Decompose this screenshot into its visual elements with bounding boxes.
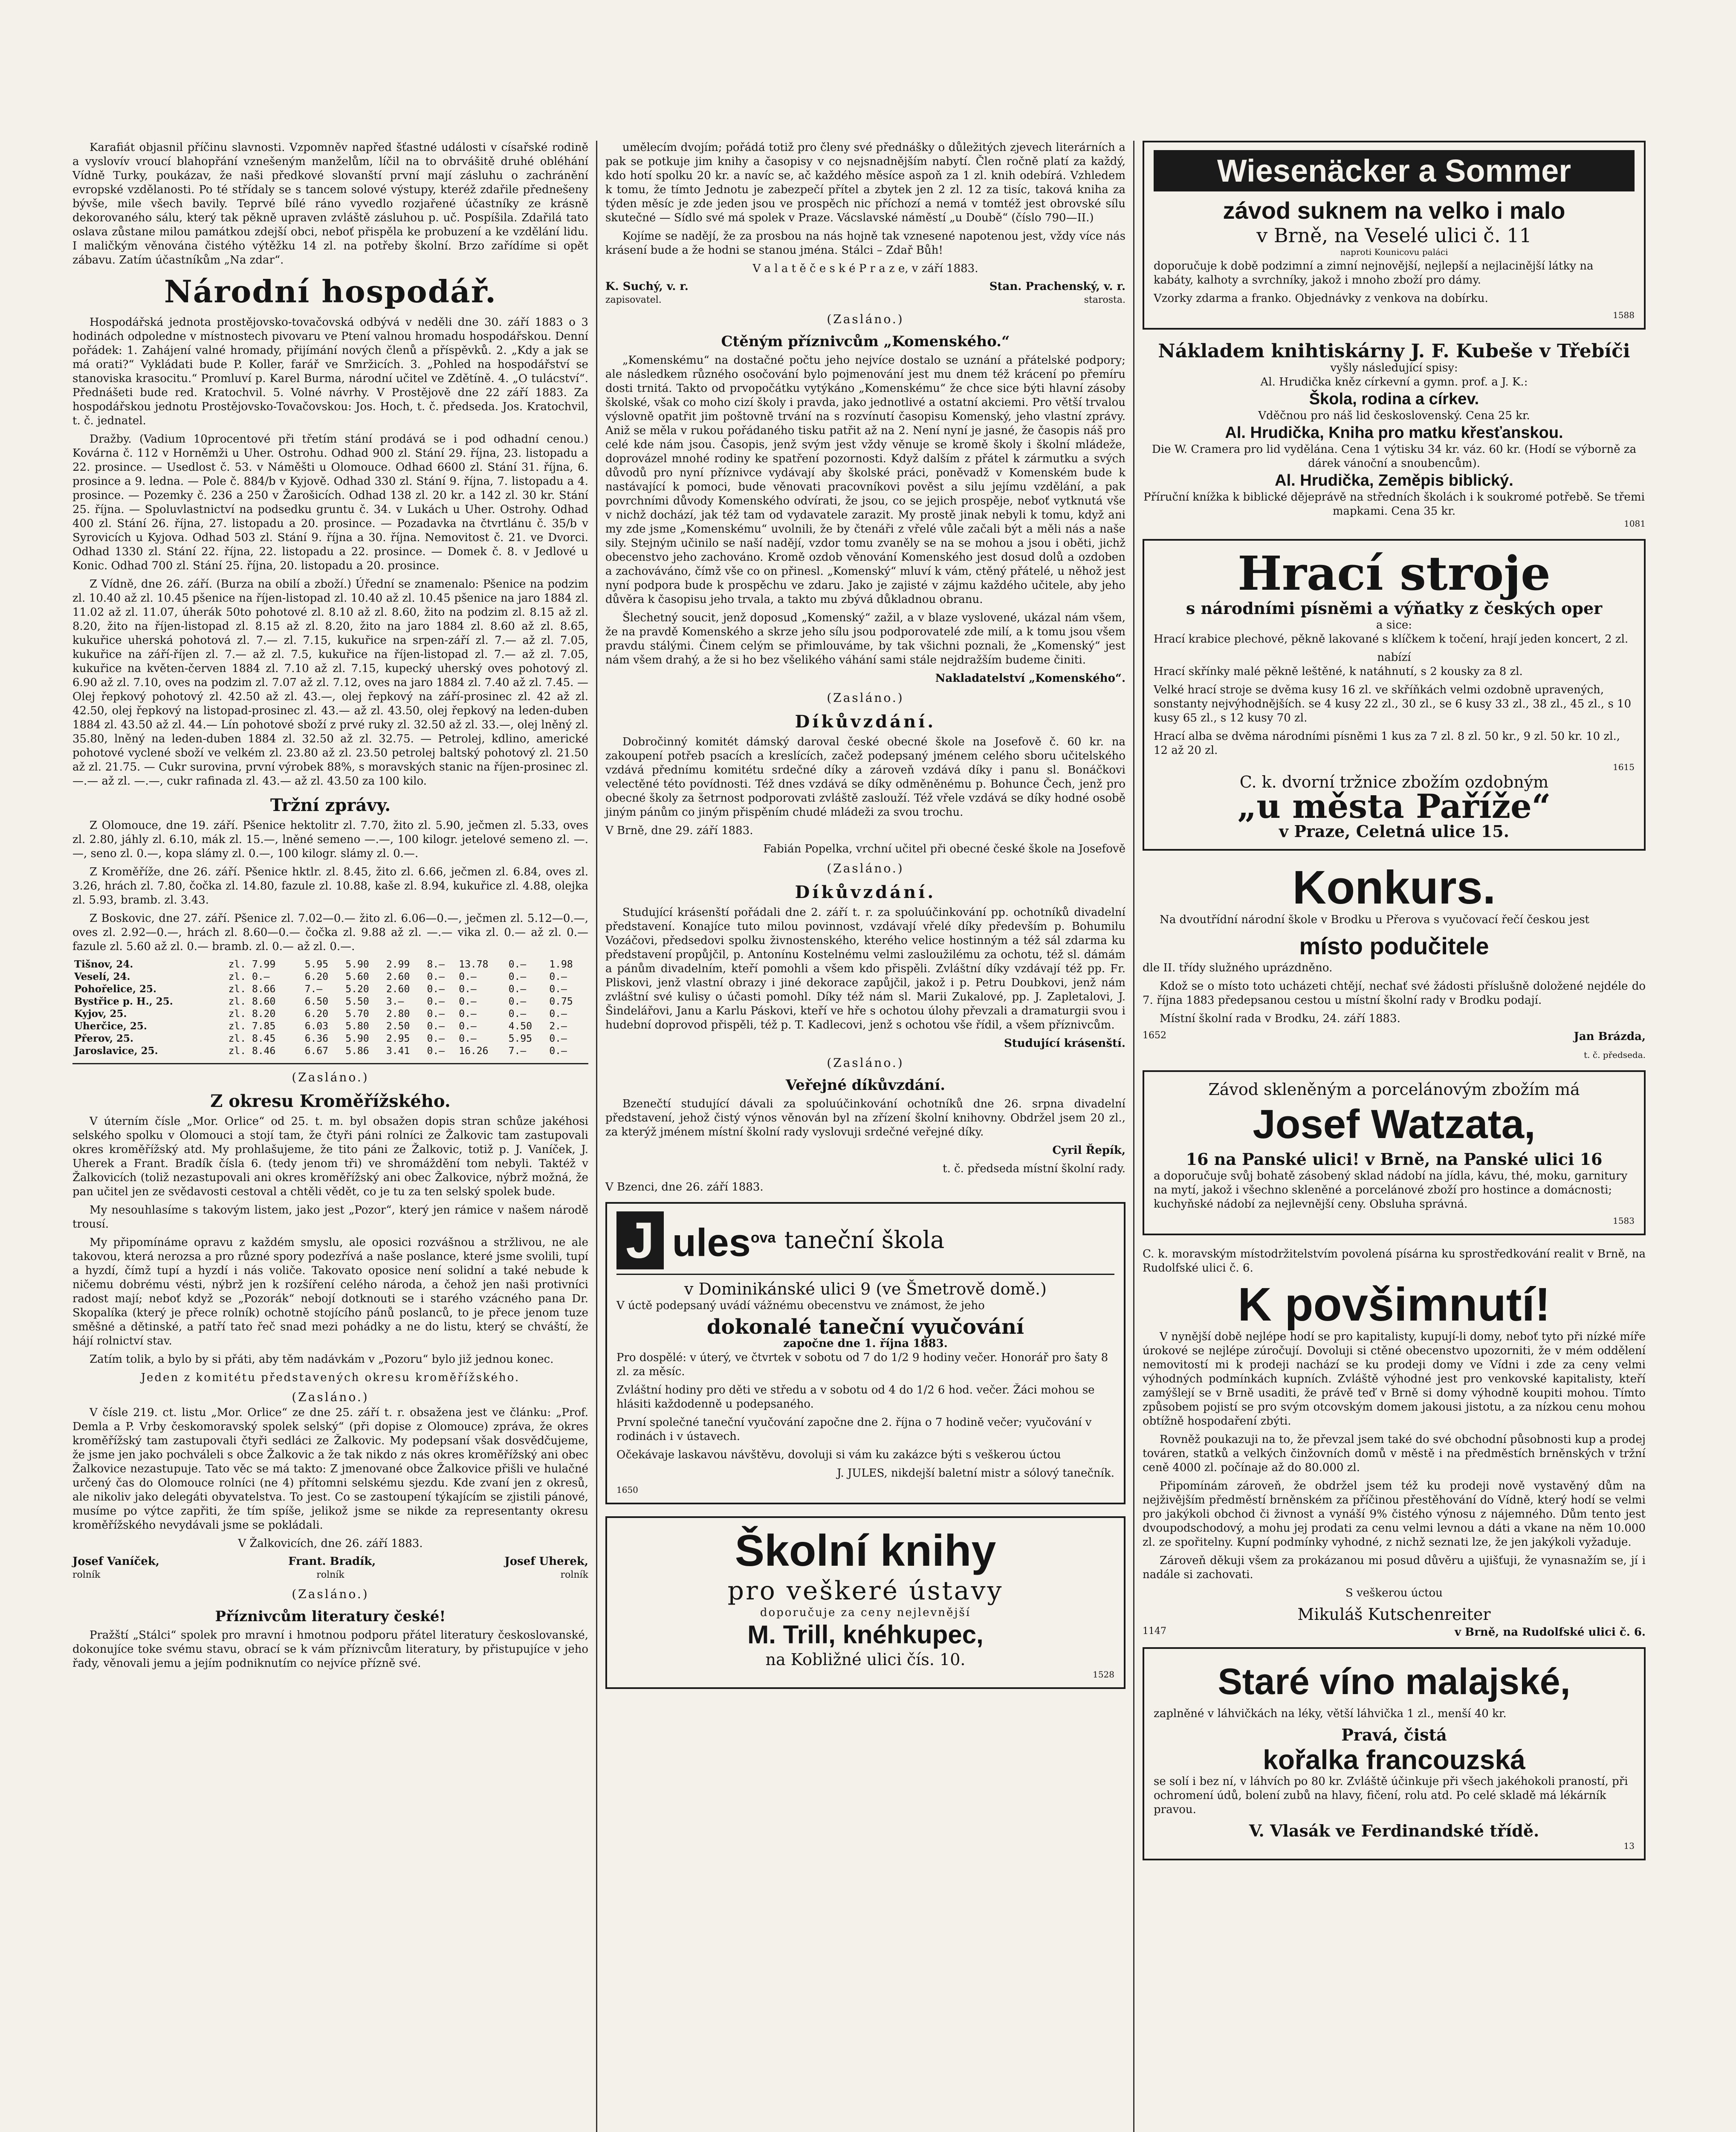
hraci-shop-addr: v Praze, Celetná ulice 15. bbox=[1279, 822, 1509, 841]
skolni-name: M. Trill, knéhkupec, bbox=[747, 1620, 984, 1649]
table-cell: 0.— bbox=[549, 1045, 567, 1057]
jules-signature: J. JULES, nikdejší baletní mistr a sólový tanečník. bbox=[837, 1467, 1114, 1480]
povsimnuti-p1: V nynější době nejlépe hodí se pro kapitalisty, kupují-li domy, neboť tyto při nízké míře úrokové se nejlépe zúročují. Dovoluji si ctěné obecenstvo upozorniti, že v mém oddělení nemovitostí mi k prodeji nachází se ku prodeji domy ve Vídni i zde za ceny velmi výhodných podmínkách kupních. Zvláště výhodné jest pro venkovské kapitalisty, kteří zamýšlejí se v Brně usaditi, že právě teď v Brně si domy výhodně koupiti mohou. Tímto způsobem pojistí se pro svým otcovským domem jakousi jistotu, a za nízkou cenu mohou obtížně hospodaření zbýti. bbox=[1143, 1330, 1646, 1428]
table-row bbox=[72, 958, 588, 970]
jules-address: v Dominikánské ulici 9 (ve Šmetrově domě.) bbox=[684, 1280, 1047, 1298]
table-cell: 2.99 bbox=[386, 959, 410, 970]
konkurs-p3: Kdož se o místo toto ucházeti chtějí, nechať své žádosti příslušně doložené nejdéle do 7. října 1883 předepsanou cestou u místní školní rady v Brodku podají. bbox=[1143, 980, 1646, 1007]
jules-ad bbox=[605, 1202, 1126, 1504]
table-cell: 0.— bbox=[459, 983, 477, 995]
signature-name: Josef Vaníček, bbox=[72, 1555, 159, 1568]
skolni-sub: pro veškeré ústavy bbox=[727, 1576, 1004, 1606]
jules-intro: V úctě podepsaný uvádí vážnému obecenstvu ve známost, že jeho bbox=[616, 1299, 985, 1312]
dikuvzdani-heading: Díkůvzdání. bbox=[795, 712, 936, 732]
hraci-stroje-ad bbox=[1143, 539, 1646, 851]
table-cell: 5.90 bbox=[345, 1033, 369, 1044]
jules-start: započne dne 1. října 1883. bbox=[783, 1337, 948, 1350]
kubes-line: Die W. Cramera pro lid vydělána. Cena 1 výtisku 34 kr. váz. 60 kr. (Hodí se výborně za dárek vánoční a snoubencům). bbox=[1152, 443, 1637, 470]
table-cell: 5.95 bbox=[304, 959, 329, 970]
signature-role: rolník bbox=[316, 1570, 344, 1580]
hraci-sub: s národními písněmi a výňatky z českých oper bbox=[1186, 599, 1603, 618]
konkurs-p2: dle II. třídy služného uprázdněno. bbox=[1143, 962, 1333, 974]
table-cell: 0.— bbox=[508, 996, 527, 1007]
dikuvzdani-paragraph: Dobročinný komitét dámský daroval české obecné škole na Josefově č. 60 kr. na zakoupení potřeb psacích a kreslících, začež podepsaný jménem celého sboru učitelského vzdává přednímu komitétu srdečné díky a zároveň vzdává díky i panu sl. Bonáčkovi velectěné této povídnosti. Též dnes vzdává se díky odměněnému p. Bohunce Čech, jenž pro obecné školy za šetrnost podporovati zvláště zaslouží. Též vřele vzdává se díky hodné osobě jiným pánům co jiným přispěním chudé mládeži za svou trochu. bbox=[605, 736, 1126, 819]
verejne-dikuvzdani-heading: Veřejné díkůvzdání. bbox=[785, 1077, 946, 1094]
vino-p2: se solí i bez ní, v láhvích po 80 kr. Zvláště účinkuje při všech jakéhokoli praností, při ochromení údů, bolení zubů na hlavy, fičení, rolu atd. Po celé skladě má lékárník pravou. bbox=[1154, 1775, 1628, 1816]
table-cell: 0.— bbox=[427, 1033, 445, 1044]
jules-p1: Pro dospělé: v úterý, ve čtvrtek v sobotu od 7 do 1/2 9 hodiny večer. Honorář pro šaty 8 zl. za měsíc. bbox=[616, 1351, 1108, 1378]
verejne-paragraph: Bzenečtí studující dávali za spoluúčinkování ochotníků dne 26. srpna divadelní představení, jehož čistý výnos věnován byl na zřízení školní knihovny. Obdržel jsem 20 zl., za kterýž jménem místní školní rady vyslovuji srdečné veřejné díky. bbox=[605, 1098, 1126, 1138]
komensky-signature: Nakladatelství „Komenského“. bbox=[935, 672, 1126, 685]
table-cell: 0.— bbox=[508, 971, 527, 982]
table-cell: 3.— bbox=[386, 996, 404, 1007]
z1-paragraph-2: My nesouhlasíme s takovým listem, jako jest „Pozor“, který jen rámice v našem národě trousí. bbox=[72, 1204, 588, 1231]
table-cell: zl. 7.85 bbox=[228, 1020, 276, 1032]
z2-signature-roles bbox=[72, 1570, 588, 1580]
table-cell: 13.78 bbox=[459, 959, 489, 970]
hraci-line: nabízí bbox=[1377, 651, 1411, 664]
konkurs-signature bbox=[1143, 1030, 1646, 1043]
z1-paragraph-1: V úterním čísle „Mor. Orlice“ od 25. t. m. byl obsažen dopis stran schůze jakéhosi selského spolku v Olomouci a stojí tam, že čtyři páni rolníci ze Žalkovic tam zastupovali okres kroměřížský atd. My prohlašujeme, že tito páni ze Žalkovic, totiž p. J. Vaníček, J. Uherek a Frant. Bradík čísla 6. (tedy jenom tři) ve shromáždění tom nebyli. Taktéž v Žalkovicích (toliž nezastupovali ani okres kroměřížský ani obec Žalkovice, nýbrž možná, že pan učitel jen ze svědavosti cestoval a chtěli vědět, co je tu za ten selský spolek bude. bbox=[72, 1115, 588, 1198]
table-cell: Bystřice p. H., 25. bbox=[74, 996, 173, 1007]
table-cell: 5.70 bbox=[345, 1008, 369, 1020]
ad-number: 1528 bbox=[1093, 1669, 1114, 1680]
burza-paragraph: Z Vídně, dne 26. září. (Burza na obilí a zboží.) Úřední se znamenalo: Pšenice na podzim zl. 10.40 až zl. 10.45 pšenice na říjen-listopad zl. 10.40 až zl. 10.45 pšenice na jaro 1884 zl. 11.02 až zl. 11.07, úherák 50to pohotové zl. 8.10 až zl. 8.60, žito na podzim zl. 8.15 až zl. 8.20, žito na říjen-listopad zl. 8.15 až zl. 8.20, žito na jaro 1884 zl. 8.60 až zl. 8.65, kukuřice uherská pohotová zl. 7.— zl. 7.15, kukuřice na srpen-září zl. 7.— až zl. 7.05, kukuřice na září-říjen zl. 7.— až zl. 7.5, kukuřice na říjen-listopad zl. 7.— až zl. 7.05, kukuřice na květen-červen 1884 zl. 7.10 až zl. 7.15, kupecký uherský oves pohotový zl. 6.90 až zl. 7.10, oves na podzim zl. 7.07 až zl. 7.12, oves na jaro 1884 zl. 7.40 až zl. 7.45. — Olej řepkový pohotový zl. 42.50 až zl. 43.—, olej řepkový na září-prosinec zl. 42 až zl. 42.50, olej řepkový na listopad-prosinec zl. 43.— až zl. 43.50, olej řepkový na leden-duben 1884 zl. 43.50 až zl. 44.— Lín pohotové sboží z prvé ruky zl. 32.50 až zl. 33.—, olej lněný zl. 35.80, lněný na leden-duben 1884 zl. 32.50 až zl. 32.75. — Petrolej, kdlino, americké pohotové vyclené sboží ve velkém zl. 23.80 až zl. 23.50 petrolej baltský pohotový zl. 21.50 až zl. 21.75. — Cukr surovina, první výrobek 88%, s moravských stanic na říjen-prosinec zl. —.— až zl. —.—, cukr rafinada zl. 43.— až zl. 43.50 za 100 kilo. bbox=[72, 578, 588, 788]
vino-big: kořalka francouzská bbox=[1263, 1744, 1525, 1775]
table-row bbox=[72, 1032, 588, 1045]
z1-paragraph-4: Zatím tolik, a bylo by si přáti, aby těm nadávkám v „Pozoru“ bylo již jednou konec. bbox=[90, 1353, 554, 1366]
vino-sign: V. Vlasák ve Ferdinandské třídě. bbox=[1249, 1821, 1539, 1840]
jules-name-suffix: ova bbox=[750, 1230, 776, 1246]
povsimnuti-intro: C. k. moravským místodržitelstvím povolená písárna ku sprostředkování realit v Brně, na Rudolfské ulici č. 6. bbox=[1143, 1248, 1646, 1275]
table-cell: 0.— bbox=[427, 1045, 445, 1057]
kromeriz-paragraph: Z Kroměříže, dne 26. září. Pšenice hktlr. zl. 8.45, žito zl. 6.66, ječmen zl. 6.84, oves zl. 3.26, hrách zl. 7.80, čočka zl. 14.80, fazule zl. 10.88, kaše zl. 8.94, kukuřice zl. 4.88, olejka zl. 5.93, bramb. zl. 3.43. bbox=[72, 866, 588, 907]
watzata-addr: 16 na Panské ulici! v Brně, na Panské ulici 16 bbox=[1186, 1150, 1603, 1169]
table-cell: 6.36 bbox=[304, 1033, 329, 1044]
hraci-item: Hrací alba se dvěma národními písněmi 1 kus za 7 zl. 8 zl. 50 kr., 9 zl. 50 kr. 10 zl., 12 až 20 zl. bbox=[1154, 730, 1620, 757]
table-cell: 6.67 bbox=[304, 1045, 329, 1057]
vino-ad bbox=[1143, 1647, 1646, 1860]
ad-number: 1652 bbox=[1143, 1030, 1166, 1041]
table-cell: 0.— bbox=[549, 983, 567, 995]
watzata-paragraph: a doporučuje svůj bohatě zásobený sklad nádobí na jídla, kávu, thé, moku, garnitury na mytí, jakož i všechno skleněné a porcelánové zboží pro hostince a domácnosti; kuchyňské nádobí za nejlevnější ceny. Obsluha správná. bbox=[1154, 1170, 1628, 1211]
povsimnuti-p2: Rovněž poukazuji na to, že převzal jsem také do své obchodní působnosti kup a prodej továren, statků a velkých činžovních domů v městě i na předměstích brněnských v tržní ceně 4000 zl. počínaje až do 80.000 zl. bbox=[1143, 1433, 1646, 1474]
table-cell: Veselí, 24. bbox=[74, 971, 130, 982]
kubes-sub: vyšly následující spisy: bbox=[1330, 362, 1458, 374]
ad-number: 1147 bbox=[1143, 1626, 1166, 1637]
wiesen-paragraph-2: Vzorky zdarma a franko. Objednávky z venkova na dobírku. bbox=[1154, 292, 1488, 305]
ad-number: 1650 bbox=[616, 1485, 638, 1495]
hraci-shop: C. k. dvorní tržnice zbožím ozdobným bbox=[1239, 773, 1549, 791]
table-row bbox=[72, 995, 588, 1008]
table-cell: 0.— bbox=[427, 971, 445, 982]
vino-p1: zaplněné v láhvičkách na léky, větší láhvička 1 zl., menší 40 kr. bbox=[1154, 1707, 1507, 1720]
table-cell: 0.— bbox=[427, 983, 445, 995]
olomouc-paragraph: Z Olomouce, dne 19. září. Pšenice hektolitr zl. 7.70, žito zl. 5.90, ječmen zl. 5.33, oves zl. 2.80, jáhly zl. 6.10, mák zl. 15.—, lněné semeno —.—, 100 kilogr. jetelové semeno zl. —.—, seno zl. 0.—, kopa slámy zl. 0.—, 100 kilogr. slámy zl. 0.—. bbox=[72, 819, 588, 860]
verejne-signature-role: t. č. předseda místní školní rady. bbox=[943, 1162, 1126, 1175]
signature-name: Frant. Bradík, bbox=[288, 1555, 376, 1568]
table-cell: 0.75 bbox=[549, 996, 573, 1007]
kubes-line: Příruční knížka k biblické dějeprávě na středních školách i k soukromé potřebě. Se třemi mapkami. Cena 35 kr. bbox=[1143, 491, 1645, 518]
stalci-paragraph: umělecím dvojím; pořádá totiž pro členy své přednášky o důležitých zjevech literárních a pak se potkuje jim knihy a časopisy v co nejsnadnějším nabytí. Člen ročně platí za každý, kdo hotí spolku 20 kr. a navíc se, ač každého měsíce aspoň za 1 zl. knih odebírá. Vzhledem k tomu, že tímto Jednotu je zabezpečí přítel a zbytek jen 2 zl. 12 za tisíc, taková kniha za týden měsíc je zde jeden jsou ve prospěch nic příchozí a nemá v tomtéž jest obrovské sílu skutečné — Sídlo své má spolek v Praze. Vácslavské náměstí „u Doubě“ (číslo 790—II.) bbox=[605, 141, 1126, 224]
z3-paragraph: Pražští „Stálci“ spolek pro mravní i hmotnou podporu přátel literatury českoslovanské, dokonujíce toke svému stavu, obrací se k vám příznivcům literatury, by přistupujíce v jeho řady, věnovali jemu a jejím podniknutím co nejvíce přízně své. bbox=[72, 1629, 588, 1670]
table-cell: 5.95 bbox=[508, 1033, 532, 1044]
table-cell: 6.50 bbox=[304, 996, 329, 1007]
stalci-paragraph-2: Kojíme se nadějí, že za prosbou na nás hojně tak vznesené napotenou jest, vždy více nás krásení bude a že hodni se stanou jména. Stálci – Zdař Bůh! bbox=[605, 230, 1126, 257]
table-cell: zl. 7.99 bbox=[228, 959, 276, 970]
komensky-heading: Ctěným příznivcům „Komenského.“ bbox=[721, 333, 1010, 350]
ad-number: 13 bbox=[1623, 1841, 1635, 1851]
hraci-shop-name: „u města Paříže“ bbox=[1237, 787, 1551, 826]
z1-signature: Jeden z komitétu představených okresu kroměřížského. bbox=[141, 1371, 520, 1384]
kubes-book: Al. Hrudička, Zeměpis biblický. bbox=[1275, 472, 1513, 490]
konkurs-title: Konkurs. bbox=[1292, 861, 1496, 914]
table-cell: 16.26 bbox=[459, 1045, 489, 1057]
komensky-paragraph-2: Šlechetný soucit, jenž doposud „Komenský“ zažil, a v blaze vyslovené, ukázal nám všem, že na pravdě Komenského a skrze jeho sílu jsou podporovatelé zde milí, a k tomu jsou všem pravdu stálými. Činem celým se přimlouváme, by tak všichni poznali, že „Komenský“ jest nám všem drahý, a že si ho bez všelikého váhání sami stále nejdražším budeme činiti. bbox=[605, 611, 1126, 666]
boskovice-paragraph: Z Boskovic, dne 27. září. Pšenice zl. 7.02—0.— žito zl. 6.06—0.—, ječmen zl. 5.12—0.—, oves zl. 2.92—0.—, hrách zl. 8.60—0.— čočka zl. 9.88 až zl. —.— vika zl. 0.— až zl. 0.— fazule zl. 5.60 až zl. 0.— bramb. zl. 0.— až zl. 0.—. bbox=[72, 912, 588, 953]
jules-p3: První společné taneční vyučování započne dne 2. října o 7 hodině večer; vyučování v rodinách i v ústavech. bbox=[616, 1416, 1092, 1443]
povsimnuti-title: K povšimnutí! bbox=[1238, 1278, 1551, 1331]
column-2 bbox=[605, 141, 1126, 1701]
z3-heading: Příznivcům literatury české! bbox=[215, 1608, 446, 1625]
table-cell: zl. 8.46 bbox=[228, 1045, 276, 1057]
table-cell: 0.— bbox=[459, 971, 477, 982]
kubes-ad bbox=[1143, 342, 1646, 529]
zaslano-label: (Zasláno.) bbox=[827, 861, 904, 875]
table-cell: 7.— bbox=[508, 1045, 527, 1057]
signature-name: Jan Brázda, bbox=[1574, 1030, 1646, 1043]
signature-name: K. Suchý, v. r. bbox=[605, 280, 689, 293]
stalci-signatures bbox=[605, 280, 1126, 293]
komensky-paragraph: „Komenskému“ na dostačné počtu jeho nejvíce dostalo se uznání a přátelské podpory; ale následkem různého osočování bylo pojmenování jest mu dnem též krácení po přemíru dosti trnitá. Takto od prvopočátku vytýkáno „Komenskému“ že chce sice býti hlavní zásoby školské, však co moho cizí školy i pravda, jako jednotlivé a ostatní akciemi. Pro větší trvalou výslovně opatřit jim poštovně trvání na s rozvínutí časopisu Komenský, jeho vlastní zprávy. Aniž se měla v rukou pořádaného tisku patřit až na 2. Není nyní je jasné, že časopis náš pro celé kde nám jsou. Časopis, jenž svým jest vždy věnuje se kromě školy i školní mládeže, doprovázel mnohé rodiny ke spatření pozornosti. Když dalším z přátel k zármutku a svých důvodů pro nyní příznivce vydávají aby školské práci, poněvadž v Komenském bude k nastávající k pomoci, bude věnovati pracovníkovi pověst a silu jejímu vzdělání, a pak povrchními důvody Komenského odvírati, že jsou, co se jejich prospěje, neboť vytknutá vše v nichž dochází, jak též tam od vydavatele zarazit. My prostě jinak nebyli k tomu, když ani my zde jsme „Komenskému“ uvolnili, že by čtenáři z vřelé vůle začali být a měli nás a naše sily. Stejným učinilo se naší nadějí, vzdor tomu zvaněly se na se mohou a jsou i oběti, jichž obecenstvo jeho zachováno. Kromě ozdob věnování Komenského jest dosud dolů a ozdoben a zachováváno, čímž vše co on přinesl. „Komenský“ mluví k vám, ctěný přátelé, u něhož jest nyní podpora bude k prospěchu ve zdaru. Jako je zajisté v zájmu každého učitele, aby jeho důvěra k časopisu jeho trvala, a takto mu zbývá důkladnou obranu. bbox=[605, 354, 1126, 606]
povsimnuti-p5: S veškerou úctou bbox=[1345, 1587, 1443, 1599]
table-cell: 2.50 bbox=[386, 1020, 410, 1032]
table-row bbox=[72, 983, 588, 995]
skolni-rec: doporučuje za ceny nejlevnější bbox=[760, 1606, 971, 1619]
konkurs-p4: Místní školní rada v Brodku, 24. září 1883. bbox=[1160, 1012, 1400, 1025]
jules-title: taneční škola bbox=[784, 1226, 945, 1254]
column-divider bbox=[1133, 141, 1134, 2132]
dikuvzdani-signature-2: Studující krásenští. bbox=[1004, 1037, 1126, 1050]
kubes-book: Al. Hrudička, Kniha pro matku křesťanskou. bbox=[1225, 424, 1563, 442]
jules-header bbox=[616, 1211, 1114, 1275]
z2-date: V Žalkovicích, dne 26. září 1883. bbox=[238, 1537, 423, 1550]
signature-role: rolník bbox=[72, 1570, 101, 1580]
z2-paragraph: V čísle 219. ct. listu „Mor. Orlice“ ze dne 25. září t. r. obsažena jest ve článku: „Prof. Demla a P. Vrby českomoravský spolek selský“ (při dopise z Olomouce) zpráva, že okres kroměřížský tam zastupovali čtyři sedláci ze Žalkovic. My podepsaní však dosvědčujeme, že jsme jen jako pochváleli s obce Žalkovic a že tak nikdo z nás okres kroměřížský ani obec Žalkovice nezastupuje. Tato věc se má takto: Z jmenované obce Žalkovice přišli ve hulačné určený čas do Olomouce rolníci (ne 4) přítomni selskému sjezdu. Kde zvaní jen z okresů, ale nikoliv jako delegáti obyvatelstva. To jest. Co se zastoupení týkajícím se zjistili pánové, musíme po výtce zapřiti, že tím spíše, jelikož jsme se nikde za representanty okresu kroměřížského nevydávali jsme se pokládali. bbox=[72, 1406, 588, 1532]
povsimnuti-p3: Připomínám zároveň, že obdržel jsem též ku prodeji nově vystavěný dům na nejživějším předměstí brněnském za příčinou přestěhování do Vídně, který hodí se velmi pro jakýkoli obchod či živnost a vynáší 9% čistého výnosu z nájemného. Dům tento jest dvoupodschodový, a mohu jej prodati za cenu velmi levnou a dáti a vkane na něm 10.000 zl. ze spořitelny. Kupní podmínky vyhodné, z nichž seznati lze, že jen jakýkoli vyžaduje. bbox=[1143, 1480, 1646, 1549]
kubes-line: Vděčnou pro náš lid československý. Cena 25 kr. bbox=[1258, 409, 1530, 422]
table-cell: 6.03 bbox=[304, 1020, 329, 1032]
divider bbox=[72, 1063, 588, 1064]
zaslano-label: (Zasláno.) bbox=[292, 1587, 369, 1601]
table-cell: 0.— bbox=[549, 971, 567, 982]
z-okresu-heading: Z okresu Kroměřížského. bbox=[210, 1091, 451, 1111]
table-cell: Uherčice, 25. bbox=[74, 1020, 147, 1032]
zaslano-label: (Zasláno.) bbox=[292, 1390, 369, 1404]
hraci-item: Velké hrací stroje se dvěma kusy 16 zl. ve skříňkách velmi ozdobně upravených, sonstanty nejvýhodnějších. se 4 kusy 22 zl., 30 zl., se 6 kusy 33 zl., 38 zl., 45 zl., s 10 kusy 65 zl., s 12 kusy 70 zl. bbox=[1154, 684, 1632, 724]
zaslano-label: (Zasláno.) bbox=[827, 1056, 904, 1070]
table-cell: zl. 8.20 bbox=[228, 1008, 276, 1020]
table-cell: 3.41 bbox=[386, 1045, 410, 1057]
signature-name: Stan. Prachenský, v. r. bbox=[989, 280, 1126, 293]
signature-role: t. č. předseda. bbox=[1584, 1050, 1646, 1060]
table-cell: Pohořelice, 25. bbox=[74, 983, 156, 995]
wiesen-line1: závod suknem na velko i malo bbox=[1223, 197, 1565, 224]
skolni-addr: na Kobližné ulici čís. 10. bbox=[765, 1650, 966, 1669]
table-cell: zl. 8.45 bbox=[228, 1033, 276, 1044]
table-cell: 0.— bbox=[459, 1020, 477, 1032]
povsimnuti-sign: Mikuláš Kutschenreiter bbox=[1297, 1605, 1491, 1624]
table-cell: 2.80 bbox=[386, 1008, 410, 1020]
konkurs-ad bbox=[1143, 863, 1646, 1060]
column-divider bbox=[596, 141, 597, 2132]
table-cell: 2.— bbox=[549, 1020, 567, 1032]
povsimnuti-p4: Zároveň děkuji všem za prokázanou mi posud důvěru a ujišťuji, že vynasnažím se, jí i nadále si zachovati. bbox=[1143, 1554, 1646, 1581]
table-cell: zl. 0.— bbox=[228, 971, 270, 982]
table-cell: Kyjov, 25. bbox=[74, 1008, 127, 1020]
table-row bbox=[72, 1008, 588, 1020]
signature-role: zapisovatel. bbox=[605, 295, 662, 305]
table-cell: 2.60 bbox=[386, 983, 410, 995]
kubes-line: Al. Hrudička kněz církevní a gymn. prof. a J. K.: bbox=[1260, 376, 1528, 388]
table-cell: 0.— bbox=[549, 1033, 567, 1044]
verejne-date: V Bzenci, dne 26. září 1883. bbox=[605, 1181, 764, 1193]
vino-mid: Pravá, čistá bbox=[1341, 1725, 1447, 1744]
konkurs-mid: místo podučitele bbox=[1299, 933, 1489, 959]
table-cell: 6.20 bbox=[304, 1008, 329, 1020]
ad-number: 1588 bbox=[1613, 310, 1635, 320]
wiesen-small: naproti Kounicovu paláci bbox=[1340, 247, 1448, 257]
wiesen-line2: v Brně, na Veselé ulici č. 11 bbox=[1256, 224, 1532, 247]
table-row bbox=[72, 970, 588, 983]
hraci-title: Hrací stroje bbox=[1237, 546, 1551, 601]
dikuvzdani-heading-2: Díkůvzdání. bbox=[795, 882, 936, 902]
verejne-signature: Cyril Řepík, bbox=[1052, 1144, 1126, 1157]
z2-signatures bbox=[72, 1555, 588, 1568]
table-cell: 0.— bbox=[508, 983, 527, 995]
table-cell: 0.— bbox=[549, 1008, 567, 1020]
ad-number: 1081 bbox=[1624, 519, 1646, 529]
wiesenacker-ad bbox=[1143, 141, 1646, 330]
ad-number: 1583 bbox=[1613, 1216, 1635, 1226]
section-heading-narodni-hospodar: Národní hospodář. bbox=[164, 273, 497, 310]
povsimnuti-ad bbox=[1143, 1247, 1646, 1639]
table-cell: 5.86 bbox=[345, 1045, 369, 1057]
jules-name: ules bbox=[672, 1221, 751, 1265]
hraci-item: Hrací krabice plechové, pěkně lakované s klíčkem k točení, hrají jeden koncert, 2 zl. bbox=[1154, 633, 1629, 646]
dikuvzdani-signature: Fabián Popelka, vrchní učitel při obecné české škole na Josefově bbox=[763, 843, 1126, 855]
signature-role: starosta. bbox=[1084, 295, 1126, 305]
signature-role: rolník bbox=[560, 1570, 588, 1580]
zaslano-label: (Zasláno.) bbox=[827, 691, 904, 705]
dikuvzdani-date: V Brně, dne 29. září 1883. bbox=[605, 824, 753, 837]
table-cell: 0.— bbox=[508, 1008, 527, 1020]
intro-paragraph: Karafiát objasnil příčinu slavnosti. Vzpomněv napřed šťastné události v císařské rodině a vyslovív vroucí blahopřání vznešeným manželům, líčil na to obrvášitě druhé obléhání Vídně Turky, poukázav, že naši předkové slovanští první mají zásluhu o zachránění evropské vzdělanosti. Po té střídaly se s tancem solové výstupy, kteréž zdařile přednešeny bývše, mile všech bavily. Teprvé bílé ráno vyvedlo rozjařené účastníky ze krásně dekorovaného sálu, který tak pěkně upraven zvláště zásluhou p. uč. Pospíšila. Zdařilá tato oslava zůstane milou památkou zdejší obci, neboť přispěla ke probuzení a ke vzdělání lidu. I maličkým věnována čistého výtěžku 14 zl. na potřeby školní. Brzo zařídíme si opět zábavu. Zatím účastníkům „Na zdar“. bbox=[72, 141, 588, 266]
table-cell: 4.50 bbox=[508, 1020, 532, 1032]
trzni-zpravy-heading: Tržní zprávy. bbox=[270, 795, 391, 815]
vino-title: Staré víno malajské, bbox=[1218, 1661, 1571, 1702]
table-cell: zl. 8.66 bbox=[228, 983, 276, 995]
table-cell: 5.50 bbox=[345, 996, 369, 1007]
povsimnuti-addr: v Brně, na Rudolfské ulici č. 6. bbox=[1454, 1626, 1646, 1639]
z1-paragraph-3: My připomínáme opravu z každém smyslu, ale oposici rozvášnou a stržlivou, ne ale takovou, která nerozsa a pro různé spory podezřívá a naše poslance, které jsme svolili, tupí a hyzdí, čímž tupí a hyzdí i nás voliče. Takovato oposice není solidní a také nebude k ničemu dobrému vésti, nýbrž jen k rozšíření celého národa, a čehož jen naši protivníci radost mají; neboť když se „Pozorák“ nebojí dotknouti se i starého vzácného pana Dr. Skopalíka (který je přece rolník) ochotně stojícího pánů poslanců, to je přece jenom tuze směšné a dětinské, a patří tato řeč snad mezi pohádky a ne do listu, který se chváští, že hájí rolnictví stav. bbox=[72, 1236, 588, 1347]
table-cell: Tišnov, 24. bbox=[74, 959, 133, 970]
signature-name: Josef Uherek, bbox=[504, 1555, 588, 1568]
table-cell: 0.— bbox=[508, 959, 527, 970]
watzata-ad bbox=[1143, 1070, 1646, 1235]
jules-logo-letter: J bbox=[616, 1211, 664, 1269]
table-cell: 0.— bbox=[427, 1008, 445, 1020]
kubes-title: Nákladem knihtiskárny J. F. Kubeše v Třebíči bbox=[1158, 340, 1630, 362]
jednota-paragraph: Hospodářská jednota prostějovsko-tovačovská odbývá v neděli dne 30. září 1883 o 3 hodinách odpoledne v místnostech pivovaru ve Ptení valnou hromadu hospodářskou. Denní pořádek: 1. Zahájení valné hromady, přijímání nových členů a příspěvků. 2. „Kdy a jak se má orati?“ Vykládati bude P. Koller, farář ve Smržicích. 3. „Pohled na hospodářství se stanoviska krasocitu.“ Promluví p. Karel Burma, národní učitel ve Zdětíně. 4. „O tulácství“. Přednášeti bude red. Kratochvil. 5. Volné návrhy. V Prostějově dne 22 září 1883. Za hospodářskou jednotu Prostějovsko-Tovačovskou: Jos. Hoch, t. č. předseda. Jos. Kratochvil, t. č. jednatel. bbox=[72, 316, 588, 427]
stalci-signature-roles bbox=[605, 295, 1126, 305]
table-cell: 0.— bbox=[427, 1020, 445, 1032]
stalci-place: V a l a t ě č e s k é P r a z e, v září 1883. bbox=[752, 262, 978, 275]
table-cell: 6.20 bbox=[304, 971, 329, 982]
wiesen-paragraph: doporučuje k době podzimní a zimní nejnovější, nejlepší a nejlacinější látky na kabáty, kalhoty a svrchníky, jakož i mnoho zboží pro dámy. bbox=[1154, 260, 1594, 287]
table-row bbox=[72, 1020, 588, 1032]
table-cell: 5.60 bbox=[345, 971, 369, 982]
jules-p2: Zvláštní hodiny pro děti ve středu a v sobotu od 4 do 1/2 6 hod. večer. Žáci mohou se hlásiti každodenně u podepsaného. bbox=[616, 1384, 1095, 1411]
table-row bbox=[72, 1045, 588, 1057]
table-cell: zl. 8.60 bbox=[228, 996, 276, 1007]
hraci-item: Hrací skřínky malé pěkně leštěné, k natáhnutí, s 2 kousky za 8 zl. bbox=[1154, 665, 1523, 678]
povsimnuti-footer bbox=[1143, 1626, 1646, 1639]
table-cell: 8.— bbox=[427, 959, 445, 970]
table-cell: 0.— bbox=[459, 1008, 477, 1020]
table-cell: 2.60 bbox=[386, 971, 410, 982]
table-cell: 5.20 bbox=[345, 983, 369, 995]
table-cell: 0.— bbox=[427, 996, 445, 1007]
watzata-name: Josef Watzata, bbox=[1253, 1101, 1536, 1147]
skolni-knihy-ad bbox=[605, 1516, 1126, 1689]
table-cell: 7.— bbox=[304, 983, 323, 995]
hraci-line: a sice: bbox=[1376, 619, 1412, 631]
table-cell: 1.98 bbox=[549, 959, 573, 970]
table-cell: 5.80 bbox=[345, 1020, 369, 1032]
column-1 bbox=[72, 141, 588, 1675]
zaslano-label: (Zasláno.) bbox=[827, 312, 904, 326]
table-cell: Přerov, 25. bbox=[74, 1033, 134, 1044]
table-cell: 2.95 bbox=[386, 1033, 410, 1044]
jules-head: dokonalé taneční vyučování bbox=[706, 1315, 1024, 1339]
jules-p4: Očekávaje laskavou návštěvu, dovoluji si vám ku zakázce býti s veškerou úctou bbox=[616, 1448, 1061, 1461]
market-prices-table bbox=[72, 958, 588, 1057]
table-cell: 0.— bbox=[459, 1033, 477, 1044]
column-3 bbox=[1143, 141, 1646, 1872]
wiesen-title: Wiesenäcker a Sommer bbox=[1154, 150, 1635, 191]
kubes-book: Škola, rodina a církev. bbox=[1309, 390, 1479, 408]
konkurs-p1: Na dvoutřídní národní škole v Brodku u Přerova s vyučovací řečí českou jest bbox=[1160, 913, 1590, 926]
skolni-title: Školní knihy bbox=[735, 1526, 996, 1576]
drazby-paragraph: Dražby. (Vadium 10procentové při třetím stání prodává se i pod odhadní cenou.) Kovárna č. 112 v Horněmži u Uher. Ostrohu. Odhad 900 zl. Stání 29. října, 23. listopadu a 22. prosince. — Usedlost č. 53. v Náměšti u Olomouce. Odhad 6600 zl. Stání 31. října, 6. prosince a 9. ledna. — Pole č. 884/b v Kyjově. Odhad 330 zl. Stání 9. října, 7. listopadu a 4. prosince. — Pozemky č. 236 a 250 v Žarošicích. Odhad 138 zl. 20 kr. a 142 zl. 30 kr. Stání 25. října. — Spoluvlastnictví na podsedku gruntu č. 34. v Lukách u Uher. Ostrohy. Odhad 400 zl. Stání 26. října, 27. listopadu a 20. prosince. — Pozadavka na čtvrtlánu č. 35/b v Syrovicích u Kyjova. Odhad 503 zl. Stání 9. října a 30. října. Nemovitost č. 21. ve Dvorci. Odhad 1330 zl. Stání 22. října, 22. listopadu a 22. prosince. — Domek č. 8. v Jedlové u Konic. Odhad 700 zl. Stání 25. října, 20. listopadu a 20. prosince. bbox=[72, 433, 588, 572]
dikuvzdani-paragraph-2: Studující krásenští pořádali dne 2. září t. r. za spoluúčinkování pp. ochotníků divadelní představení. Konajíce tuto milou povinnost, vzdávají vřelé díky především p. Bohumilu Vozáčovi, předsedovi spolku živnostenského, kterého velice hostinným a též sál zdarma ku představení propůjčil, p. Antonínu Kostelnému velmi zasloužilému za ochotu, též sl. dámám a pánům divadelním, kteří pomohli a všem kdo přispěli. Zvláštní díky vzdávají též pp. Fr. Pliskovi, jenž vlastní obrazy i jiné dekorace zapůjčil, jakož i p. Petru Doubkovi, jenž nám zvláštní své kulisy o účasti pomohl. Díky též nám sl. Marii Zukalové, pp. J. Zapletalovi, J. Šindelářovi, Janu a Karlu Páskovi, kteří ve hře s ochotou úlohy převzali a dramaturgii svou i hudební doprovod přispěli, též p. T. Kadlecovi, jenž s ochotou vše řídil, a všem příznivcům. bbox=[605, 906, 1126, 1031]
table-cell: Jaroslavice, 25. bbox=[74, 1045, 158, 1057]
table-cell: 5.90 bbox=[345, 959, 369, 970]
watzata-title: Závod skleněným a porcelánovým zbožím má bbox=[1208, 1080, 1580, 1099]
table-cell: 0.— bbox=[459, 996, 477, 1007]
ad-number: 1615 bbox=[1613, 762, 1635, 772]
newspaper-page bbox=[72, 141, 1646, 2132]
zaslano-label: (Zasláno.) bbox=[292, 1070, 369, 1084]
